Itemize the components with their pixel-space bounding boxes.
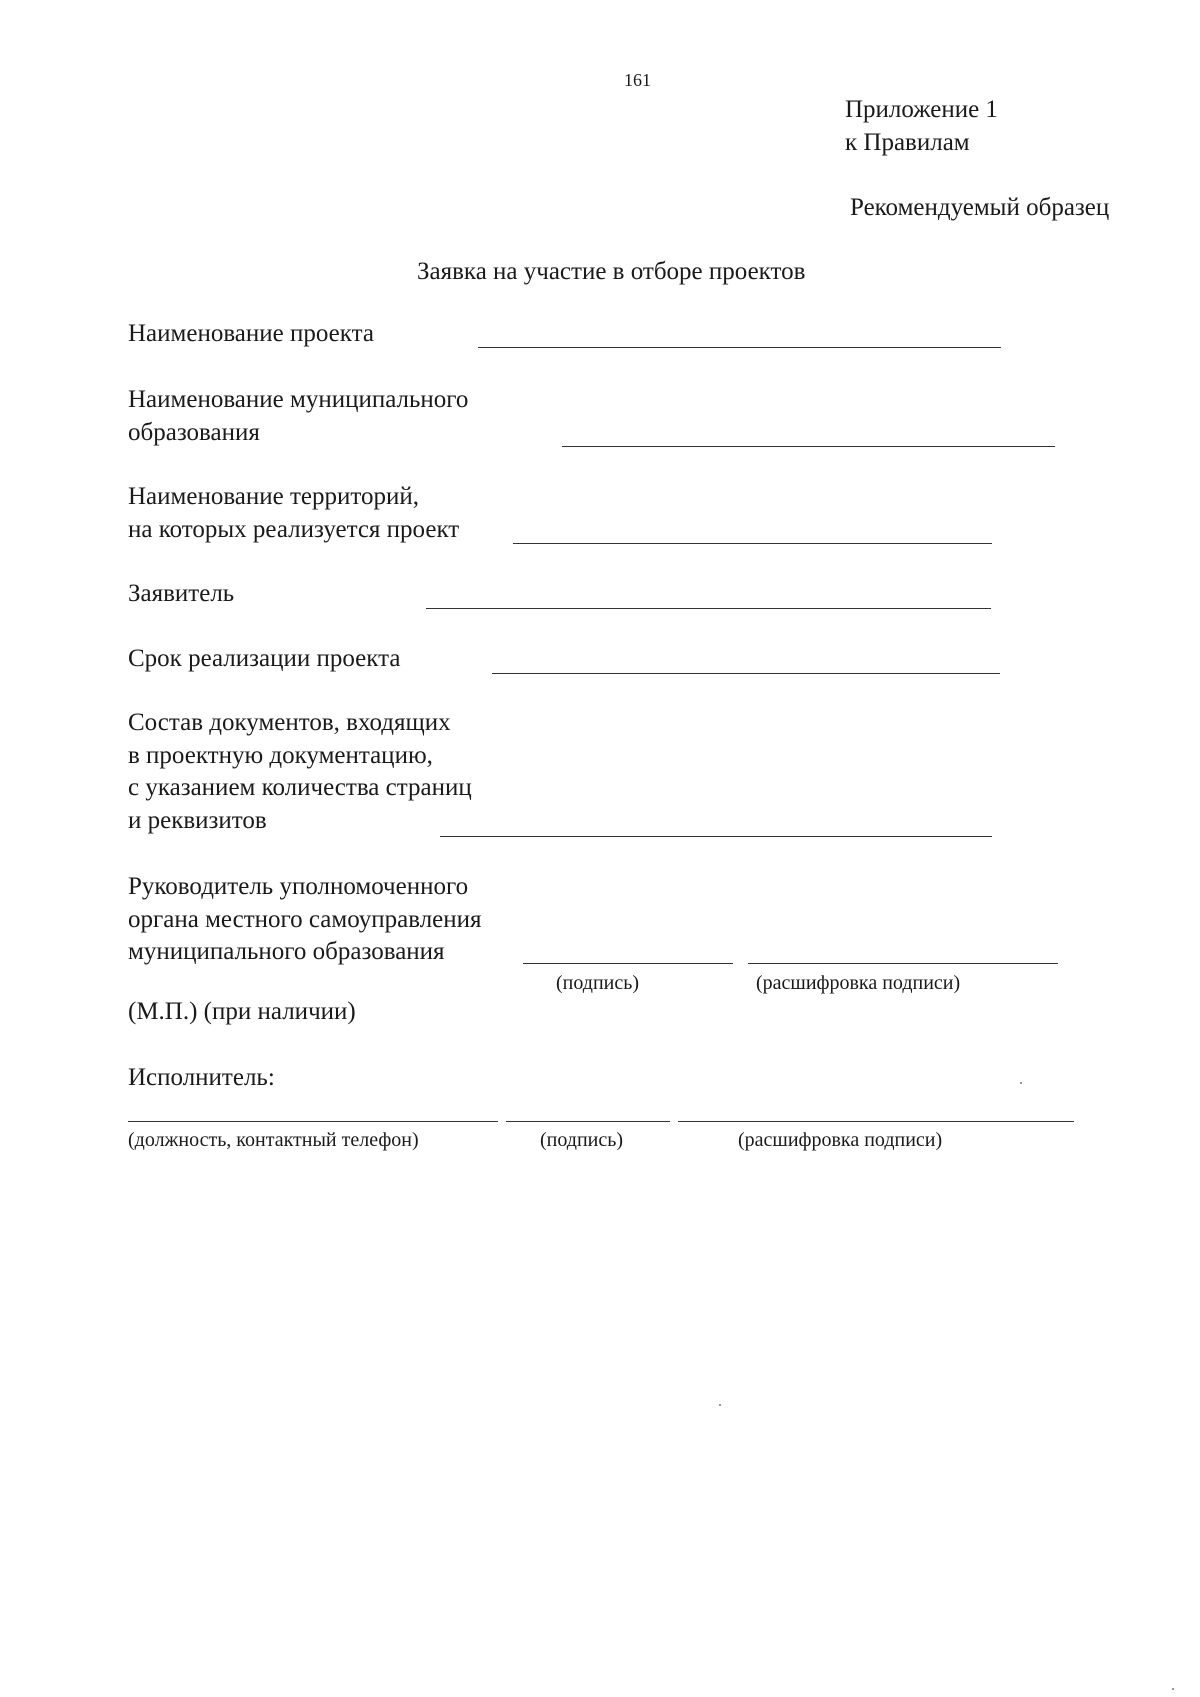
head-decoding-line (748, 963, 1058, 964)
page-number: 161 (624, 70, 651, 90)
municipality-line (562, 446, 1055, 447)
executor-decoding-caption: (расшифровка подписи) (738, 1129, 943, 1151)
documents-line (440, 836, 992, 837)
head-label-line-1: Руководитель уполномоченного (128, 873, 469, 900)
executor-signature-line (506, 1121, 670, 1122)
term-line (492, 673, 1000, 674)
executor-label: Исполнитель: (128, 1064, 275, 1091)
municipality-label-line-2: образования (128, 418, 260, 446)
territories-label-line-1: Наименование территорий, (128, 483, 420, 510)
head-label-line-2: органа местного самоуправления (128, 905, 482, 933)
documents-label-line-1: Состав документов, входящих (128, 709, 451, 736)
territories-line (513, 543, 992, 544)
documents-label-line-3: с указанием количества страниц (128, 774, 472, 801)
appendix-line-2: к Правилам (845, 128, 970, 156)
territories-label (128, 481, 459, 546)
sample-note: Рекомендуемый образец (850, 194, 1110, 221)
documents-label-line-4: и реквизитов (128, 806, 267, 834)
documents-label-line-2: в проектную документацию, (128, 741, 433, 769)
head-label (128, 871, 482, 969)
applicant-line (426, 608, 991, 609)
project-name-label: Наименование проекта (128, 320, 374, 347)
head-signature-caption: (подпись) (556, 972, 640, 994)
documents-label (128, 707, 472, 837)
head-label-line-3: муниципального образования (128, 938, 445, 965)
stamp-note: (М.П.) (при наличии) (128, 998, 356, 1025)
applicant-label: Заявитель (128, 580, 235, 607)
executor-position-line (128, 1121, 498, 1122)
executor-decoding-line (678, 1121, 1074, 1122)
executor-position-caption: (должность, контактный телефон) (128, 1129, 419, 1151)
scan-speck (1172, 1688, 1174, 1690)
head-signature-line (523, 963, 733, 964)
head-decoding-caption: (расшифровка подписи) (756, 972, 961, 994)
scan-speck (719, 1404, 721, 1406)
appendix-block (845, 94, 998, 159)
term-label: Срок реализации проекта (128, 645, 401, 672)
municipality-label (128, 384, 468, 449)
municipality-label-line-1: Наименование муниципального (128, 386, 469, 413)
form-title: Заявка на участие в отборе проектов (417, 258, 806, 285)
scan-speck (1020, 1082, 1022, 1084)
executor-signature-caption: (подпись) (540, 1129, 624, 1151)
project-name-line (478, 347, 1001, 348)
territories-label-line-2: на которых реализуется проект (128, 515, 460, 543)
appendix-line-1: Приложение 1 (845, 96, 998, 123)
